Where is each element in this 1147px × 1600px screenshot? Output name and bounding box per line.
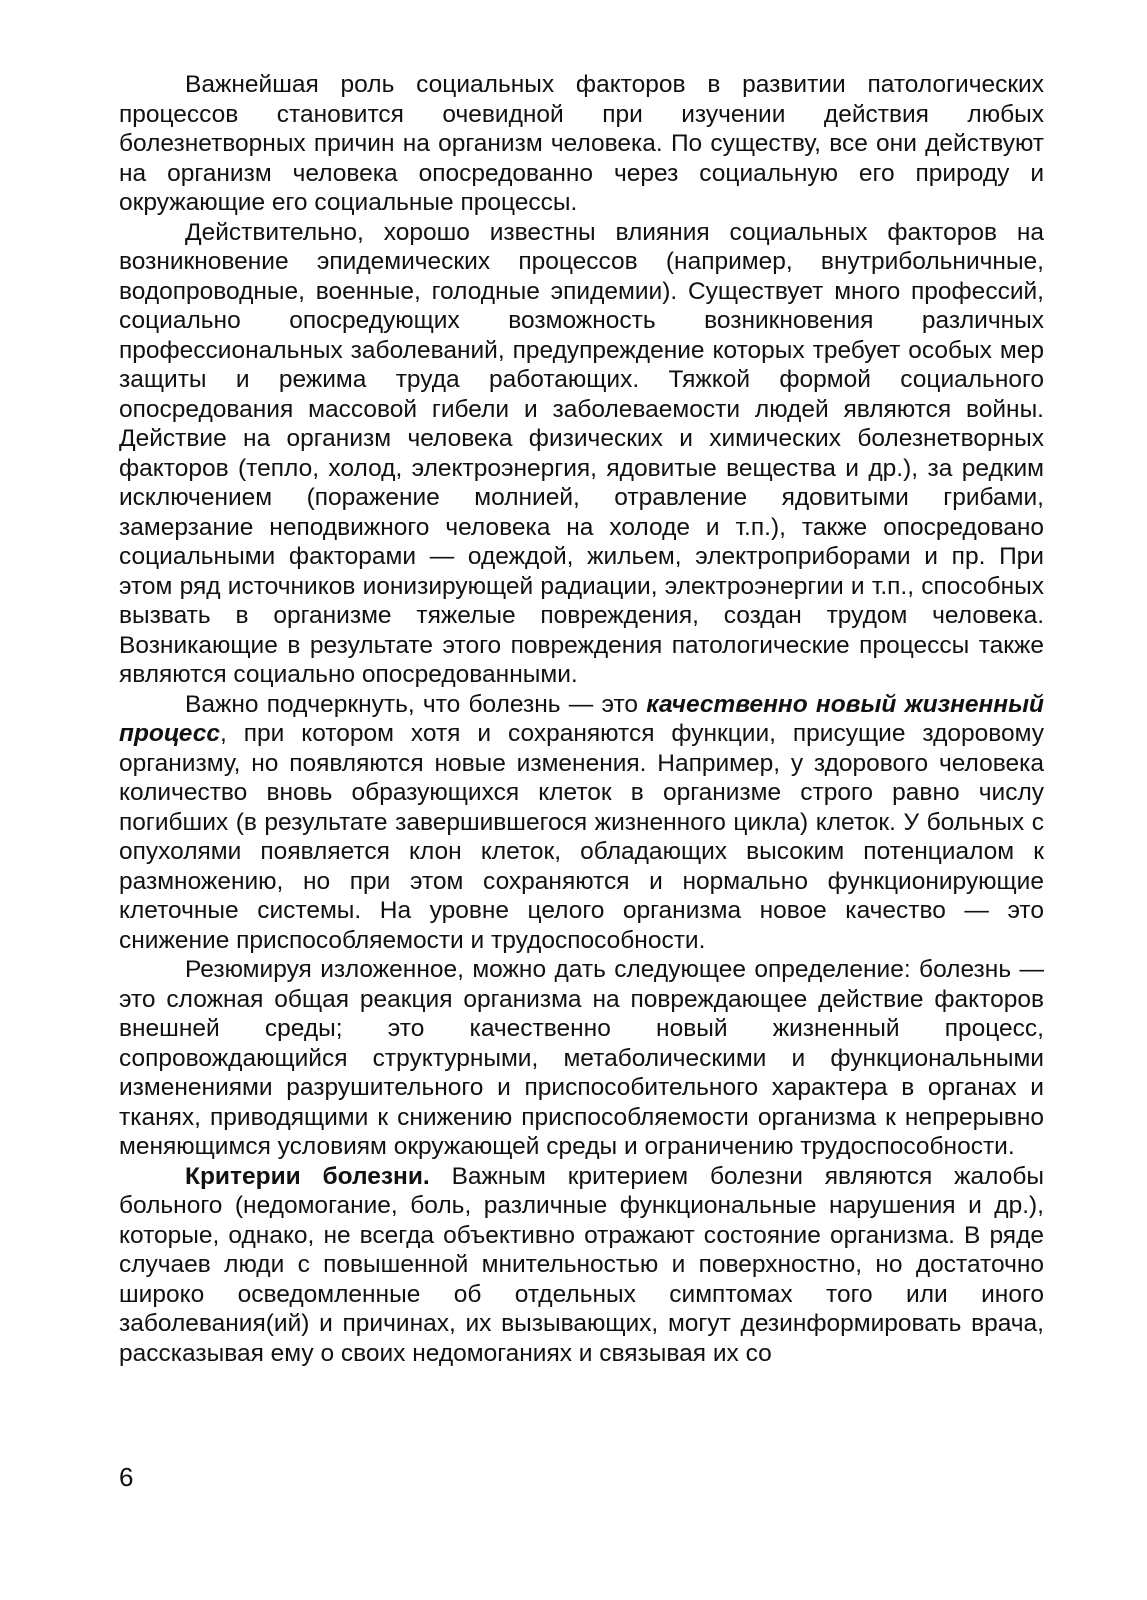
emphasized-term: качественно новый жизненный процесс [119,690,1044,747]
paragraph-lead-text: Важно подчеркнуть, что болезнь — это [185,690,647,718]
page-number: 6 [119,1462,134,1492]
paragraph-text: Важнейшая роль социальных факторов в развитии патологических процессов становится очевидной при изучении действия любых болезнетворных причин на организм человека. По существу, все они действуют на организм человека опосредованно через социальную его природу и окружающие его социальные процессы. [119,71,1044,216]
paragraph-text: , при котором хотя и сохраняются функции, присущие здоровому организму, но появляются новые изменения. Например, у здорового человека количество вновь образующихся клеток в организме строго равно числу погибших (в результате завершившегося жизненного цикла) клеток. У больных с опухолями появляется клон клеток, обладающих высоким потенциалом к размножению, но при этом сохраняются и нормально функционирующие клеточные системы. На уровне целого организма новое качество — это снижение приспособляемости и трудоспособности. [119,720,1044,954]
paragraph-disease-criteria [119,1162,1044,1369]
paragraph-disease-new-process [119,690,1044,956]
paragraph-text: Резюмируя изложенное, можно дать следующее определение: болезнь — это сложная общая реакция организма на повреждающее действие факторов внешней среды; это качественно новый жизненный процесс, сопровождающийся структурными, метаболическими и функциональными изменениями разрушительного и приспособительного характера в органах и тканях, приводящими к снижению приспособляемости организма к непрерывно меняющимся условиям окружающей среды и ограничению трудоспособности. [119,956,1044,1160]
document-body [119,70,1044,1368]
paragraph-epidemic-processes [119,218,1044,690]
paragraph-disease-definition [119,955,1044,1162]
paragraph-social-factors-role [119,70,1044,218]
section-heading: Критерии болезни. [185,1162,430,1190]
paragraph-text: Важным критерием болезни являются жалобы больного (недомогание, боль, различные функциональные нарушения и др.), которые, однако, не всегда объективно отражают состояние организма. В ряде случаев люди с повышенной мнительностью и поверхностно, но достаточно широко осведомленные об отдельных симптомах того или иного заболевания(ий) и причинах, их вызывающих, могут дезинформировать врача, рассказывая ему о своих недомоганиях и связывая их со [119,1162,1044,1367]
paragraph-text: Действительно, хорошо известны влияния социальных факторов на возникновение эпидемических процессов (например, внутрибольничные, водопроводные, военные, голодные эпидемии). Существует много профессий, социально опосредующих возможность возникновения различных профессиональных заболеваний, предупреждение которых требует особых мер защиты и режима труда работающих. Тяжкой формой социального опосредования массовой гибели и заболеваемости людей являются войны. Действие на организм человека физических и химических болезнетворных факторов (тепло, холод, электроэнергия, ядовитые вещества и др.), за редким исключением (поражение молнией, отравление ядовитыми грибами, замерзание неподвижного человека на холоде и т.п.), также опосредовано социальными факторами — одеждой, жильем, электроприборами и пр. При этом ряд источников ионизирующей радиации, электроэнергии и т.п., способных вызвать в организме тяжелые повреждения, создан трудом человека. Возникающие в результате этого повреждения патологические процессы также являются социально опосредованными. [119,218,1044,688]
